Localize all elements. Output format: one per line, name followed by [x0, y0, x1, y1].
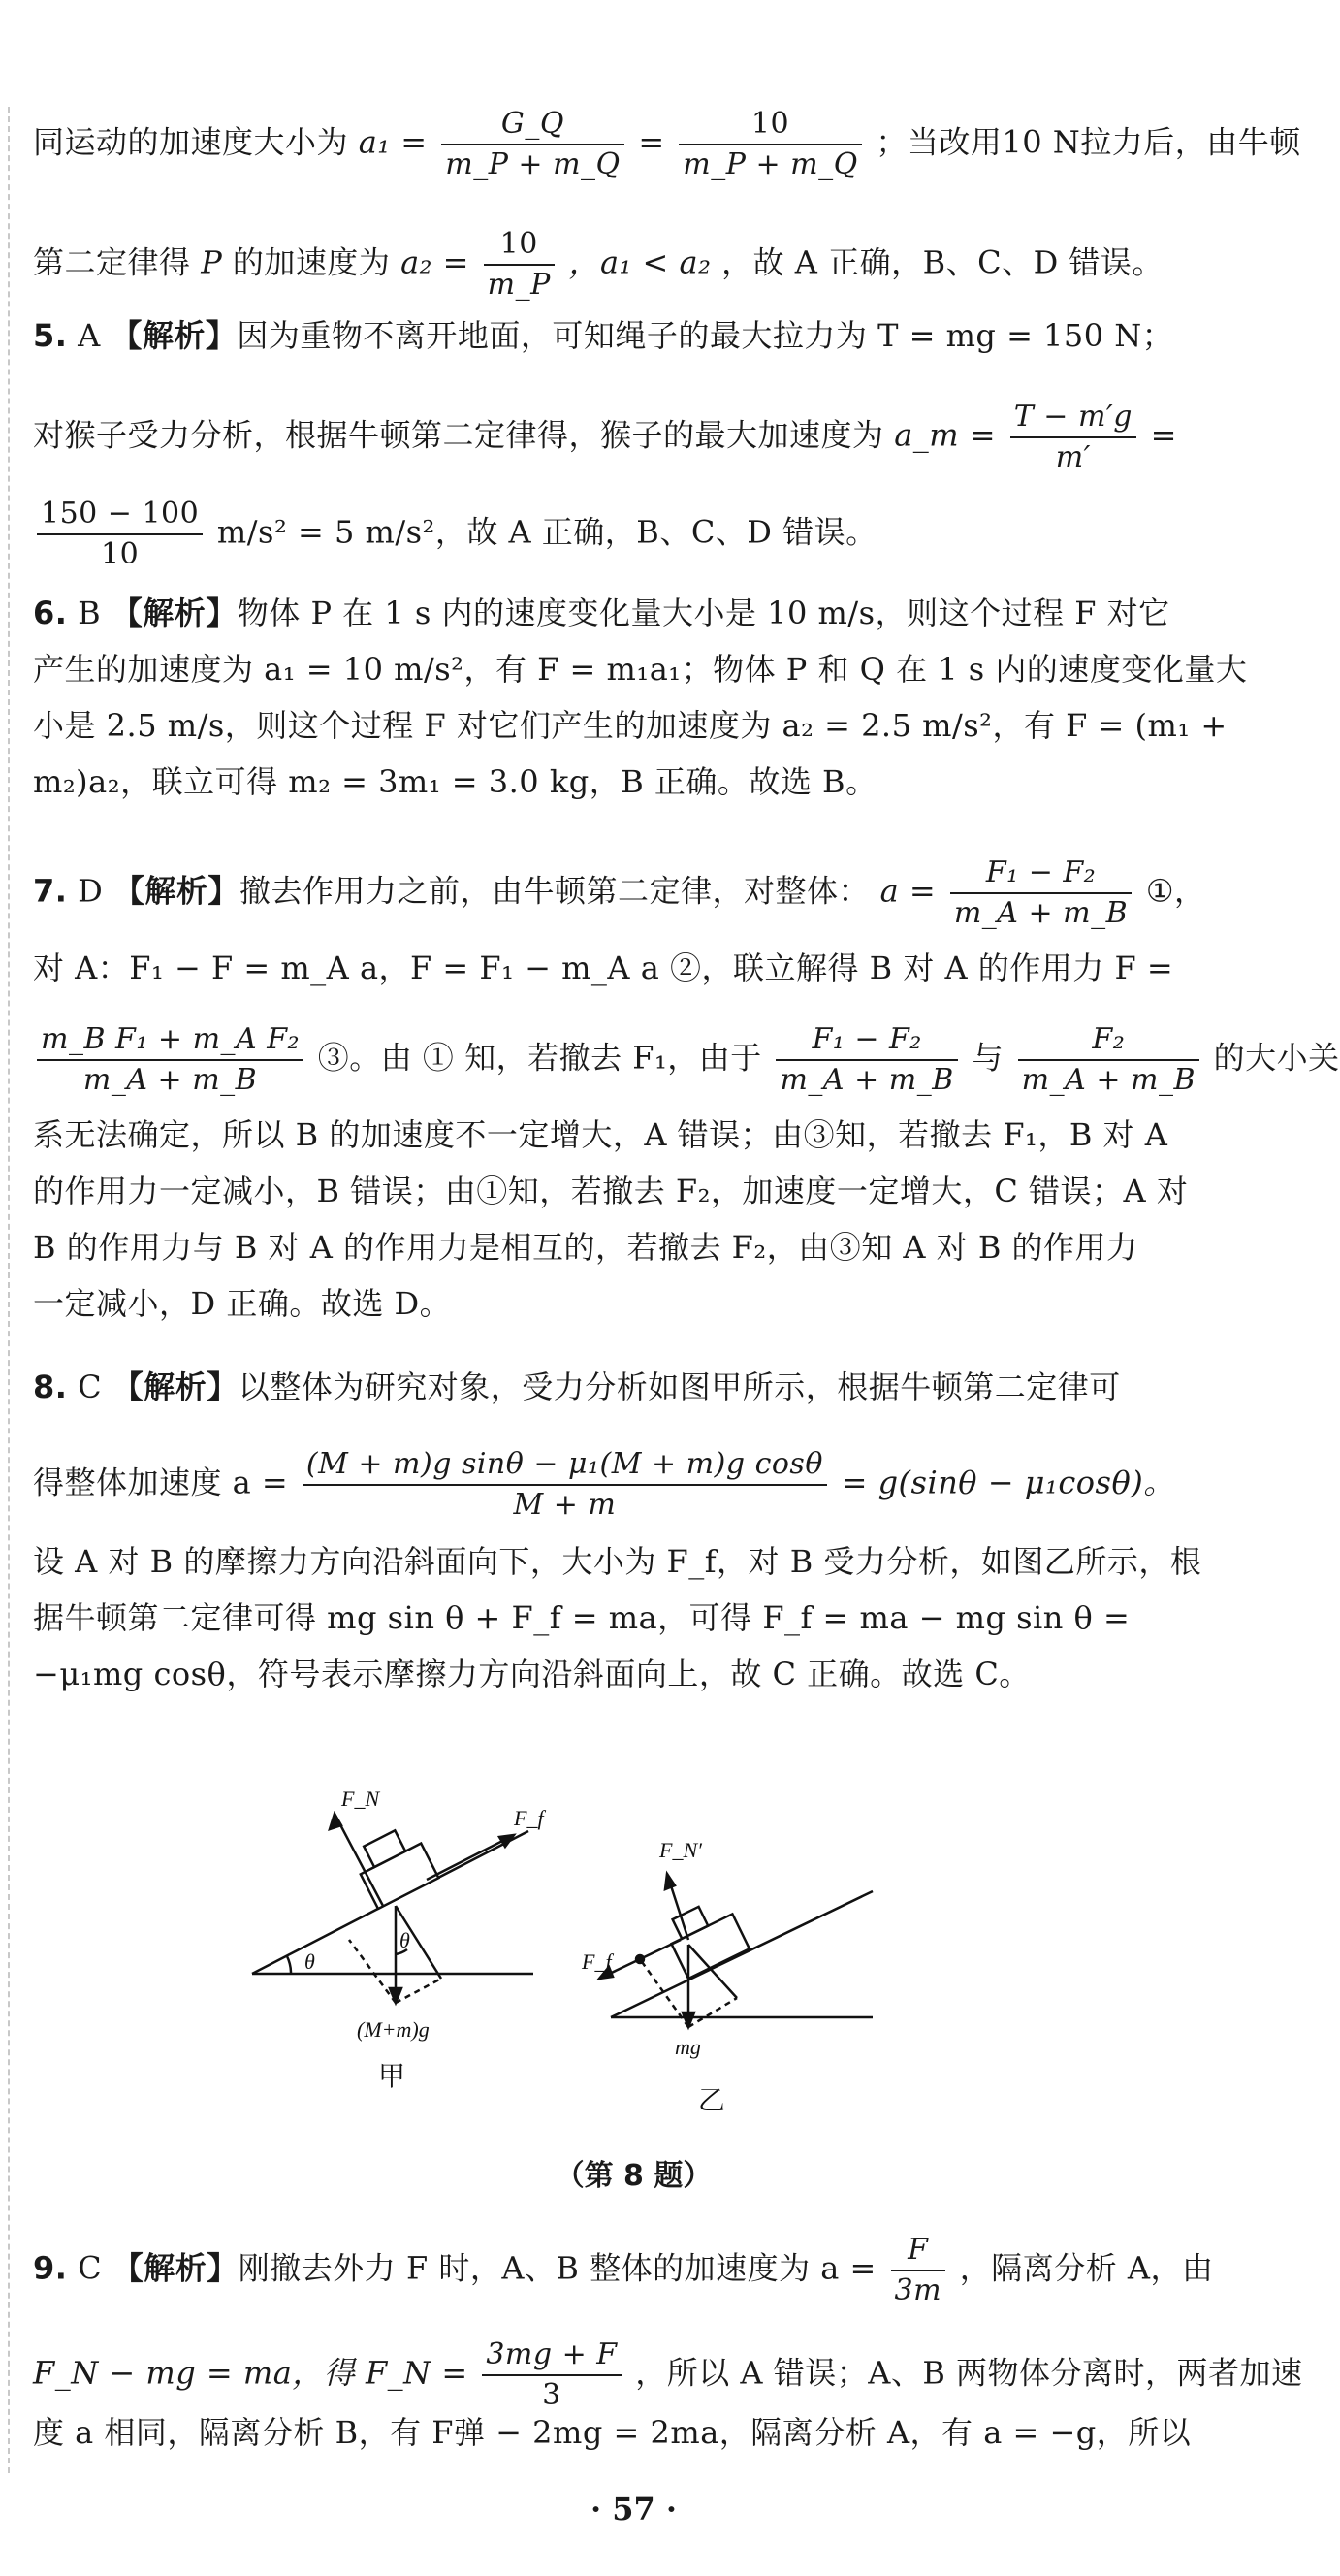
- fraction: $\frac{10}{m\_P}$: [484, 225, 555, 305]
- question-8-line-4: 据牛顿第二定律可得 mg sin θ + F_f = ma，可得 F_f = ma − mg sin θ =: [33, 1599, 1131, 1636]
- fraction: $\frac{\text{F₂}}{m\_A + m\_B}$: [1018, 1020, 1199, 1100]
- text-span: 对猴子受力分析，根据牛顿第二定律得，猴子的最大加速度为: [33, 416, 884, 454]
- label-theta: θ: [399, 1928, 410, 1952]
- analysis-tag: 【解析】: [112, 2249, 239, 2287]
- question-number: 9.: [33, 2249, 68, 2287]
- analysis-tag: 【解析】: [112, 872, 239, 910]
- diagram-jia: [252, 1814, 533, 2003]
- question-6-line-2: 产生的加速度为 a₁ = 10 m/s²，有 F = m₁a₁；物体 P 和 Q 在 1 s 内的速度变化量大: [33, 651, 1248, 688]
- text-span: 刚撤去外力 F 时，A、B 整体的加速度为 a =: [238, 2249, 877, 2287]
- fraction: $\frac{3mg + F}{3}$: [482, 2335, 621, 2415]
- fraction: $\frac{G\_Q}{m\_P + m\_Q}$: [441, 105, 623, 184]
- math-inline: ，a₁ < a₂: [568, 243, 712, 281]
- question-7-line-5: 的作用力一定减小，B 错误；由①知，若撤去 F₂，加速度一定增大，C 错误；A 对: [33, 1173, 1189, 1209]
- answer-letter: A: [78, 317, 101, 354]
- block-stack: [350, 1822, 438, 1909]
- question-9-line-1: [33, 2231, 1245, 2310]
- angle-arc: [287, 1956, 291, 1974]
- math-inline: a₁ =: [358, 123, 428, 161]
- dashed-line: [688, 1998, 737, 2027]
- diagram-yi: [599, 1874, 873, 2027]
- figure-caption: （第 8 题）: [555, 2159, 713, 2193]
- label-fn: F_N′: [659, 1838, 702, 1862]
- label-mg: mg: [675, 2035, 701, 2059]
- arrow-head: [330, 1814, 341, 1829]
- page-number: · 57 ·: [590, 2491, 678, 2528]
- text-span: 撤去作用力之前，由牛顿第二定律，对整体：: [239, 872, 870, 910]
- answer-letter: B: [78, 595, 102, 631]
- text-span: m/s² = 5 m/s²，故 A 正确，B、C、D 错误。: [216, 513, 877, 551]
- math-inline: =: [638, 123, 665, 161]
- force-diagram-figure: [233, 1746, 931, 2153]
- text-span: 与: [972, 1039, 1004, 1077]
- fraction: $\frac{\text{(M + m)g sinθ − μ₁(M + m)g cosθ}}{M + m}$: [303, 1445, 827, 1525]
- math-inline: = g(sinθ − μ₁cosθ)。: [841, 1464, 1175, 1501]
- question-5-line-3: [33, 495, 1245, 574]
- question-number: 6.: [33, 595, 68, 631]
- binding-margin-line: [8, 107, 10, 2473]
- text-span: ，故 A 正确，B、C、D 错误。: [721, 243, 1164, 281]
- question-7-line-7: 一定减小，D 正确。故选 D。: [33, 1285, 452, 1322]
- diagram-jia-labels: [304, 1787, 546, 2092]
- question-8-line-3: 设 A 对 B 的摩擦力方向沿斜面向下，大小为 F_f，对 B 受力分析，如图乙所示，根: [33, 1543, 1202, 1580]
- question-9-line-3: 度 a 相同，隔离分析 B，有 F弹 − 2mg = 2ma，隔离分析 A，有 a = −g，所以: [33, 2414, 1192, 2451]
- analysis-tag: 【解析】: [111, 317, 238, 354]
- analysis-tag: 【解析】: [112, 1368, 239, 1405]
- question-8-line-5: −μ₁mg cosθ，符号表示摩擦力方向沿斜面向上，故 C 正确。故选 C。: [33, 1656, 1031, 1692]
- label-theta: θ: [304, 1949, 315, 1974]
- text-span: 以整体为研究对象，受力分析如图甲所示，根据牛顿第二定律可: [238, 1368, 1121, 1405]
- fraction: $\frac{T - m'g}{m'}$: [1010, 398, 1136, 477]
- question-6-line-3: 小是 2.5 m/s，则这个过程 F 对它们产生的加速度为 a₂ = 2.5 m/s²，有 F = (m₁ +: [33, 707, 1228, 744]
- text-span: 得整体加速度 a =: [33, 1464, 289, 1501]
- answer-letter: C: [78, 1368, 103, 1405]
- question-number: 8.: [33, 1368, 68, 1405]
- diagram-name-jia: 甲: [378, 2062, 406, 2092]
- analysis-tag: 【解析】: [111, 595, 238, 631]
- math-inline: F_N − mg = ma，得 F_N =: [33, 2354, 468, 2392]
- answer-letter: C: [78, 2249, 103, 2287]
- text-span: ；当改用10 N拉力后，由牛顿: [876, 123, 1301, 161]
- math-inline: =: [1150, 416, 1177, 454]
- label-mg: (M+m)g: [357, 2017, 430, 2042]
- question-number: 5.: [33, 317, 68, 354]
- fraction: $\frac{F}{3m}$: [891, 2231, 946, 2310]
- block-stack: [662, 1895, 750, 1979]
- question-7-line-3: [33, 1020, 1340, 1100]
- question-7-line-1: [33, 853, 1245, 933]
- question-6-line-4: m₂)a₂，联立可得 m₂ = 3m₁ = 3.0 kg，B 正确。故选 B。: [33, 763, 877, 800]
- math-inline: a_m =: [894, 416, 997, 454]
- answer-letter: D: [78, 872, 104, 910]
- math-inline: P: [201, 243, 223, 281]
- text-span: ①，: [1145, 872, 1206, 910]
- question-8-line-1: [33, 1366, 1245, 1408]
- fraction: $\frac{\text{m\_B F₁ + m\_A F₂}}{m\_A + m\_B}$: [37, 1020, 303, 1100]
- math-inline: a₂ =: [400, 243, 469, 281]
- question-number: 7.: [33, 872, 68, 910]
- fraction: $\frac{150 - 100}{10}$: [37, 495, 203, 574]
- text-line: [33, 105, 1301, 184]
- math-inline: a =: [879, 872, 937, 910]
- label-ff: F_f: [582, 1949, 612, 1974]
- dashed-line: [349, 1940, 396, 2003]
- diagram-name-yi: 乙: [698, 2086, 726, 2116]
- dashed-line: [396, 1979, 441, 2003]
- arrow-head: [665, 1874, 675, 1889]
- question-5-line-2: [33, 398, 1245, 477]
- question-5-line-1: [33, 314, 1245, 357]
- text-span: ，隔离分析 A，由: [959, 2249, 1214, 2287]
- text-span: ③。由 ① 知，若撤去 F₁，由于: [317, 1039, 762, 1077]
- fraction: $\frac{\text{F₁ − F₂}}{m\_A + m\_B}$: [950, 853, 1132, 933]
- text-span: ，所以 A 错误；A、B 两物体分离时，两者加速: [635, 2354, 1303, 2392]
- question-7-line-4: 系无法确定，所以 B 的加速度不一定增大，A 错误；由③知，若撤去 F₁，B 对 A: [33, 1116, 1168, 1153]
- text-span: 物体 P 在 1 s 内的速度变化量大小是 10 m/s，则这个过程 F 对它: [237, 595, 1170, 631]
- question-7-line-2: 对 A：F₁ − F = m_A a，F = F₁ − m_A a ②，联立解得 B 对 A 的作用力 F =: [33, 950, 1174, 986]
- label-ff: F_f: [514, 1806, 544, 1830]
- text-line: [33, 225, 1245, 305]
- fraction: $\frac{\text{F₁ − F₂}}{m\_A + m\_B}$: [776, 1020, 957, 1100]
- question-7-line-6: B 的作用力与 B 对 A 的作用力是相互的，若撤去 F₂，由③知 A 对 B 的作用力: [33, 1229, 1138, 1266]
- text-span: 的大小关: [1213, 1039, 1340, 1077]
- text-span: 的加速度为: [232, 243, 391, 281]
- text-span: 第二定律得: [33, 243, 191, 281]
- label-fn: F_N: [341, 1787, 380, 1811]
- text-span: 同运动的加速度大小为: [33, 123, 349, 161]
- text-span: 因为重物不离开地面，可知绳子的最大拉力为 T = mg = 150 N；: [237, 317, 1174, 354]
- question-6-line-1: [33, 592, 1245, 634]
- fraction: $\frac{10}{m\_P + m\_Q}$: [679, 105, 861, 184]
- question-9-line-2: [33, 2335, 1303, 2415]
- question-8-line-2: [33, 1445, 1245, 1525]
